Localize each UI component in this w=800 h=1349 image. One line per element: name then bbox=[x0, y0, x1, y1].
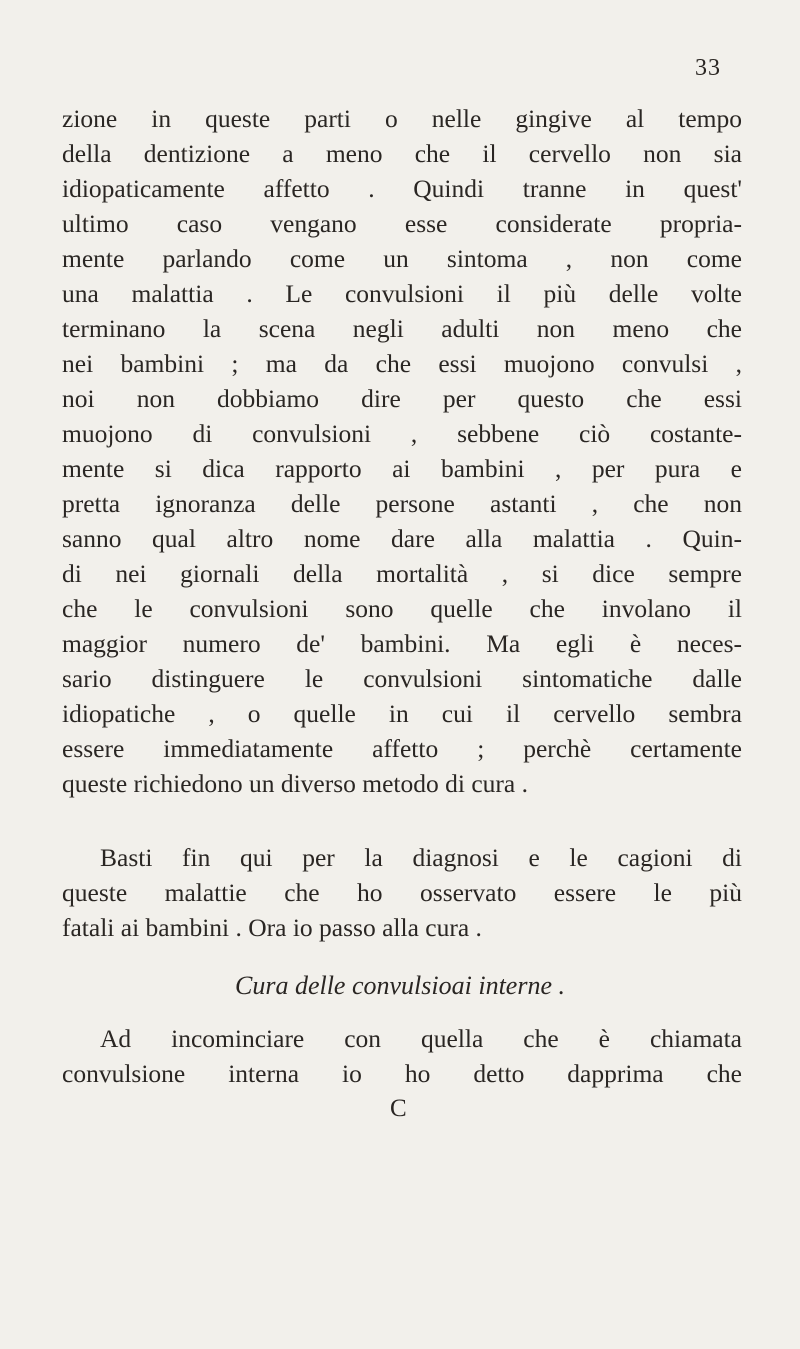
text-line: fatali ai bambini . Ora io passo alla cura . bbox=[62, 913, 482, 942]
text-line: muojono di convulsioni , sebbene ciò costante- bbox=[62, 419, 742, 448]
page-number: 33 bbox=[695, 55, 721, 81]
text-line: convulsione interna io ho detto dapprima che bbox=[62, 1059, 742, 1088]
text-line: Basti fin qui per la diagnosi e le cagioni di bbox=[100, 843, 742, 872]
text-line: di nei giornali della mortalità , si dice sempre bbox=[62, 559, 742, 588]
text-line: pretta ignoranza delle persone astanti , che non bbox=[62, 489, 742, 518]
text-line: una malattia . Le convulsioni il più delle volte bbox=[62, 279, 742, 308]
text-line: essere immediatamente affetto ; perchè certamente bbox=[62, 734, 742, 763]
text-line: queste malattie che ho osservato essere le più bbox=[62, 878, 742, 907]
text-line: nei bambini ; ma da che essi muojono convulsi , bbox=[62, 349, 742, 378]
signature-mark: C bbox=[390, 1095, 407, 1122]
section-heading: Cura delle convulsioai interne . bbox=[234, 971, 565, 1000]
text-line: queste richiedono un diverso metodo di cura . bbox=[62, 769, 528, 798]
text-line: della dentizione a meno che il cervello non sia bbox=[62, 139, 742, 168]
text-line: terminano la scena negli adulti non meno che bbox=[62, 314, 742, 343]
text-line: sario distinguere le convulsioni sintomatiche dalle bbox=[62, 664, 742, 693]
text-line: maggior numero de' bambini. Ma egli è neces- bbox=[62, 629, 742, 658]
text-line: mente si dica rapporto ai bambini , per pura e bbox=[62, 454, 742, 483]
text-line: ultimo caso vengano esse considerate propria- bbox=[62, 209, 742, 238]
text-line: Ad incominciare con quella che è chiamata bbox=[100, 1024, 742, 1053]
text-line: noi non dobbiamo dire per questo che essi bbox=[62, 384, 742, 413]
text-line: mente parlando come un sintoma , non come bbox=[62, 244, 742, 273]
text-line: idiopaticamente affetto . Quindi tranne in quest' bbox=[62, 174, 742, 203]
text-line: che le convulsioni sono quelle che involano il bbox=[62, 594, 742, 623]
text-line: idiopatiche , o quelle in cui il cervello sembra bbox=[62, 699, 742, 728]
text-line: zione in queste parti o nelle gingive al tempo bbox=[62, 104, 742, 133]
text-line: sanno qual altro nome dare alla malattia . Quin- bbox=[62, 524, 742, 553]
